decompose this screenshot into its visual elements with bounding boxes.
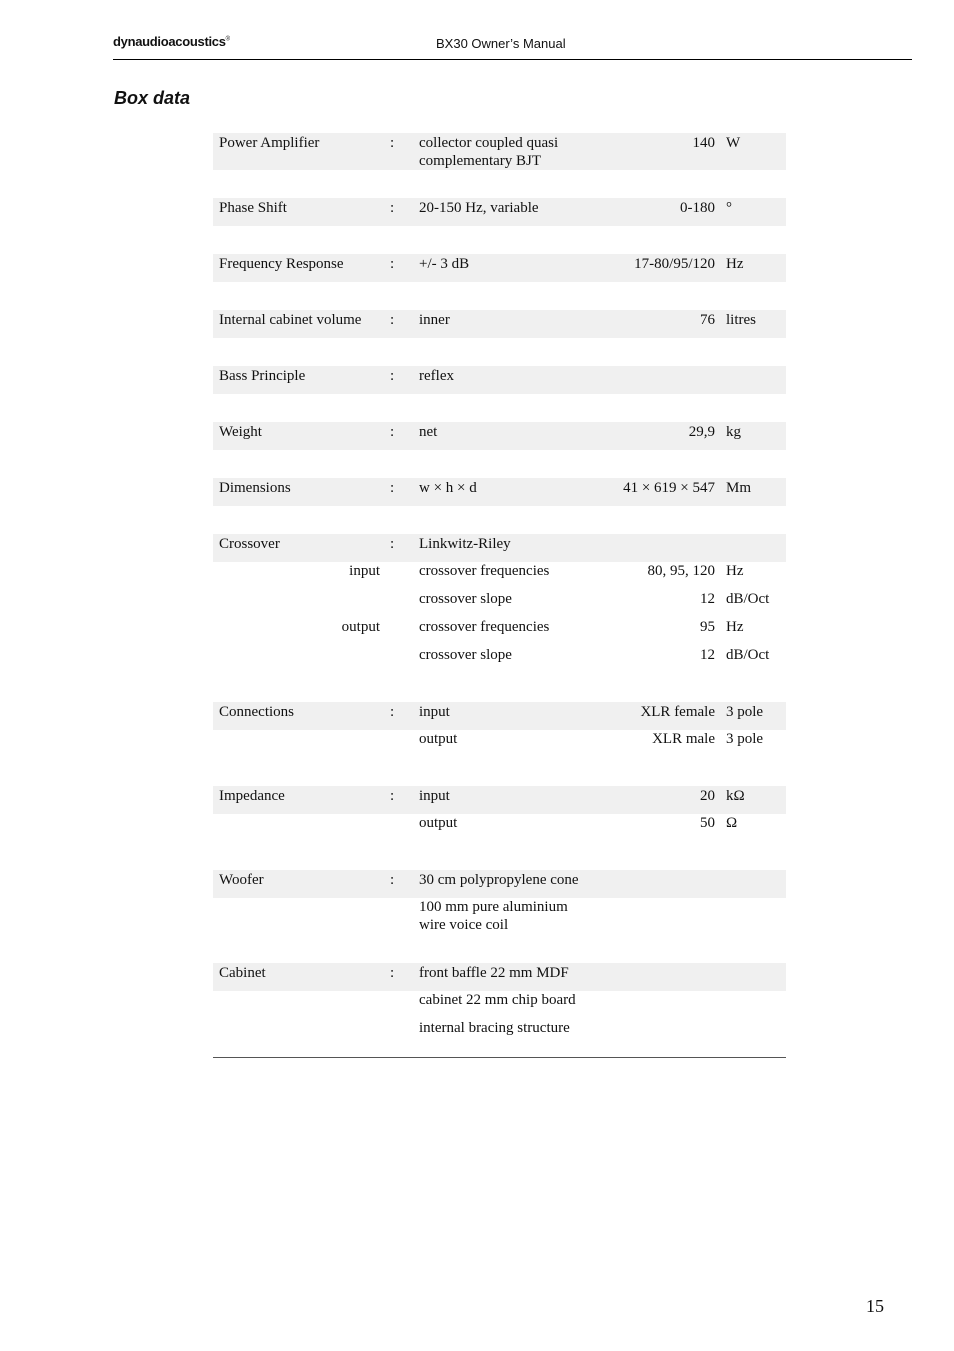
spec-label: Power Amplifier	[219, 135, 320, 151]
spec-label: Phase Shift	[219, 200, 287, 216]
spec-description: crossover slope	[419, 647, 512, 663]
spec-separator: :	[390, 788, 395, 804]
spec-separator: :	[390, 135, 395, 151]
spec-value: 140	[692, 135, 715, 151]
spec-description: inner	[419, 312, 450, 328]
spec-row	[213, 786, 786, 814]
spec-subrow	[213, 562, 786, 590]
spec-subrow	[213, 646, 786, 674]
spec-unit: Hz	[726, 256, 744, 272]
spec-row	[213, 198, 786, 226]
spec-group	[213, 963, 786, 1047]
header-divider	[113, 59, 912, 60]
spec-separator: :	[390, 312, 395, 328]
brand-logo-text: dynaudioacoustics	[113, 34, 226, 49]
spec-description: crossover frequencies	[419, 619, 550, 635]
spec-row	[213, 310, 786, 338]
spec-group	[213, 702, 786, 758]
spec-description: crossover frequencies	[419, 563, 550, 579]
spec-separator: :	[390, 200, 395, 216]
spec-description: input	[419, 788, 450, 804]
spec-unit: Hz	[726, 619, 744, 635]
spec-description: front baffle 22 mm MDF	[419, 965, 569, 981]
spec-description: +/- 3 dB	[419, 256, 470, 272]
spec-row	[213, 254, 786, 282]
spec-group	[213, 422, 786, 450]
spec-row	[213, 133, 786, 170]
spec-subrow	[213, 991, 786, 1019]
spec-label: Crossover	[219, 536, 280, 552]
spec-table	[213, 133, 786, 1075]
section-title: Box data	[114, 88, 191, 108]
spec-value: 41 × 619 × 547	[623, 480, 715, 496]
spec-separator: :	[390, 424, 395, 440]
spec-subrow	[213, 814, 786, 842]
spec-value: 95	[700, 619, 715, 635]
spec-value: 29,9	[688, 424, 715, 440]
spec-separator: :	[390, 965, 395, 981]
spec-label: Cabinet	[219, 965, 266, 981]
spec-sublabel: output	[341, 619, 380, 635]
spec-value: 20	[700, 788, 715, 804]
spec-description: 20-150 Hz, variable	[419, 200, 539, 216]
spec-subrow	[213, 898, 786, 935]
spec-separator: :	[390, 480, 395, 496]
spec-unit: W	[726, 135, 741, 151]
spec-description: crossover slope	[419, 591, 512, 607]
spec-description: net	[419, 424, 438, 440]
spec-value: 12	[700, 647, 715, 663]
spec-unit: Mm	[726, 480, 752, 496]
spec-description: internal bracing structure	[419, 1020, 570, 1036]
spec-separator: :	[390, 704, 395, 720]
spec-value: 17-80/95/120	[634, 256, 715, 272]
spec-group	[213, 786, 786, 842]
spec-unit: 3 pole	[726, 731, 764, 747]
spec-separator: :	[390, 256, 395, 272]
spec-label: Internal cabinet volume	[219, 312, 362, 328]
spec-value: 80, 95, 120	[647, 563, 715, 579]
spec-label: Bass Principle	[219, 368, 306, 384]
spec-unit: Ω	[726, 815, 738, 831]
spec-group	[213, 254, 786, 282]
spec-label: Connections	[219, 704, 294, 720]
spec-label: Dimensions	[219, 480, 291, 496]
spec-description: output	[419, 731, 458, 747]
spec-unit: 3 pole	[726, 704, 764, 720]
spec-unit: °	[726, 200, 732, 216]
registered-mark: ®	[225, 36, 230, 43]
spec-row	[213, 702, 786, 730]
spec-subrow	[213, 730, 786, 758]
spec-group	[213, 870, 786, 935]
spec-description: collector coupled quasi complementary BJT	[419, 135, 559, 169]
spec-subrow	[213, 590, 786, 618]
spec-label: Impedance	[219, 788, 285, 804]
spec-group	[213, 133, 786, 170]
spec-description: 100 mm pure aluminium wire voice coil	[419, 899, 568, 933]
table-bottom-divider	[213, 1057, 786, 1058]
spec-row	[213, 534, 786, 562]
spec-label: Woofer	[219, 872, 264, 888]
spec-group	[213, 198, 786, 226]
spec-row	[213, 422, 786, 450]
manual-title: BX30 Owner’s Manual	[436, 36, 566, 51]
spec-separator: :	[390, 872, 395, 888]
spec-value: 50	[700, 815, 715, 831]
page-number: 15	[866, 1296, 884, 1316]
spec-unit: dB/Oct	[726, 591, 770, 607]
spec-description: Linkwitz-Riley	[419, 536, 511, 552]
spec-description: 30 cm polypropylene cone	[419, 872, 579, 888]
spec-sublabel: input	[349, 563, 380, 579]
spec-unit: kΩ	[726, 788, 745, 804]
spec-description: output	[419, 815, 458, 831]
spec-value: XLR male	[652, 731, 715, 747]
spec-unit: Hz	[726, 563, 744, 579]
spec-description: cabinet 22 mm chip board	[419, 992, 576, 1008]
spec-value: 76	[700, 312, 715, 328]
spec-row	[213, 870, 786, 898]
spec-row	[213, 963, 786, 991]
spec-label: Weight	[219, 424, 262, 440]
spec-description: input	[419, 704, 450, 720]
brand-logo	[113, 34, 230, 49]
spec-group	[213, 310, 786, 338]
spec-description: reflex	[419, 368, 454, 384]
spec-subrow	[213, 618, 786, 646]
spec-subrow	[213, 1019, 786, 1047]
spec-separator: :	[390, 536, 395, 552]
spec-unit: dB/Oct	[726, 647, 770, 663]
spec-row	[213, 478, 786, 506]
spec-description: w × h × d	[419, 480, 477, 496]
spec-unit: kg	[726, 424, 741, 440]
spec-label: Frequency Response	[219, 256, 344, 272]
spec-group	[213, 478, 786, 506]
spec-separator: :	[390, 368, 395, 384]
spec-row	[213, 366, 786, 394]
spec-value: XLR female	[640, 704, 715, 720]
spec-group	[213, 366, 786, 394]
spec-group	[213, 534, 786, 674]
spec-value: 0-180	[680, 200, 715, 216]
spec-value: 12	[700, 591, 715, 607]
spec-unit: litres	[726, 312, 756, 328]
